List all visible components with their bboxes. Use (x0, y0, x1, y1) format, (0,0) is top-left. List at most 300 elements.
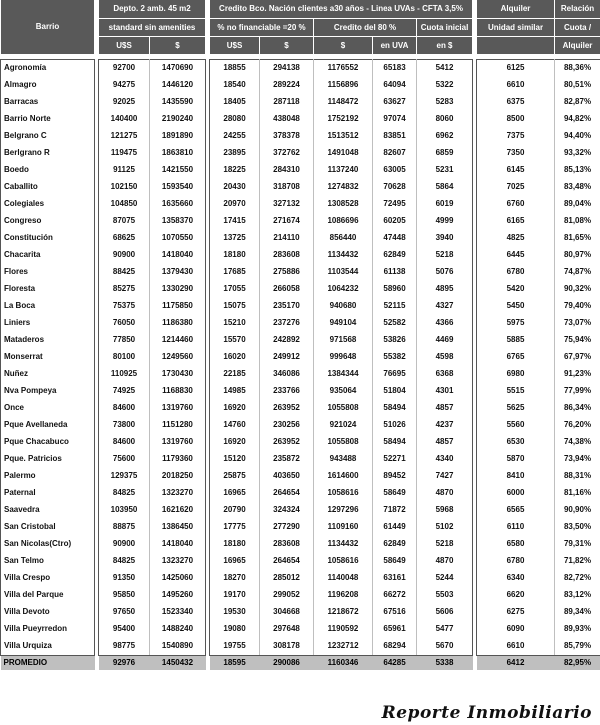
value-cell: 299052 (260, 587, 314, 604)
value-cell: 4870 (417, 485, 473, 502)
barrio-cell: Pque Avellaneda (1, 417, 95, 434)
value-cell: 1319760 (150, 400, 206, 417)
table-row (1, 417, 600, 434)
value-cell: 6125 (477, 59, 555, 77)
value-cell: 308178 (260, 638, 314, 656)
value-cell: 61138 (373, 264, 417, 281)
table-row (1, 502, 600, 519)
value-cell: 1086696 (314, 213, 373, 230)
value-cell: 1070550 (150, 230, 206, 247)
value-cell: 89,34% (555, 604, 600, 621)
table-row (1, 485, 600, 502)
value-cell: 1330290 (150, 281, 206, 298)
value-cell: 18855 (210, 59, 260, 77)
header-depto-sub: standard sin amenities (99, 19, 206, 37)
value-cell: 2018250 (150, 468, 206, 485)
value-cell: 28080 (210, 111, 260, 128)
value-cell: 58494 (373, 434, 417, 451)
value-cell: 1523340 (150, 604, 206, 621)
table-row (1, 519, 600, 536)
value-cell: 1151280 (150, 417, 206, 434)
value-cell: 4825 (477, 230, 555, 247)
value-cell: 1386450 (150, 519, 206, 536)
value-cell: 81,16% (555, 485, 600, 502)
value-cell: 237276 (260, 315, 314, 332)
brand-logo: Reporte Inmobiliario (381, 703, 592, 723)
header-relacion-sub2: Alquiler (555, 37, 600, 55)
value-cell: 58960 (373, 281, 417, 298)
value-cell: 95850 (99, 587, 150, 604)
value-cell: 51026 (373, 417, 417, 434)
barrio-cell: Berlgrano R (1, 145, 95, 162)
table-row (1, 196, 600, 213)
value-cell: 79,40% (555, 298, 600, 315)
value-cell: 5283 (417, 94, 473, 111)
value-cell: 88,36% (555, 59, 600, 77)
value-cell: 1418040 (150, 247, 206, 264)
barrio-cell: La Boca (1, 298, 95, 315)
value-cell: 935064 (314, 383, 373, 400)
value-cell: 4327 (417, 298, 473, 315)
value-cell: 8500 (477, 111, 555, 128)
value-cell: 73800 (99, 417, 150, 434)
header-usd-1: U$S (99, 37, 150, 55)
value-cell: 75375 (99, 298, 150, 315)
value-cell: 4999 (417, 213, 473, 230)
value-cell: 1148472 (314, 94, 373, 111)
value-cell: 1137240 (314, 162, 373, 179)
value-cell: 1058616 (314, 553, 373, 570)
value-cell: 82,72% (555, 570, 600, 587)
value-cell: 76050 (99, 315, 150, 332)
barrio-cell: Villa Urquiza (1, 638, 95, 656)
barrio-cell: Chacarita (1, 247, 95, 264)
value-cell: 214110 (260, 230, 314, 247)
table-row (1, 298, 600, 315)
barrio-cell: Paternal (1, 485, 95, 502)
value-cell: 5412 (417, 59, 473, 77)
barrio-cell: Villa del Parque (1, 587, 95, 604)
value-cell: 66272 (373, 587, 417, 604)
value-cell: 47448 (373, 230, 417, 247)
value-cell: 6620 (477, 587, 555, 604)
value-cell: 52271 (373, 451, 417, 468)
value-cell: 266058 (260, 281, 314, 298)
value-cell: 18405 (210, 94, 260, 111)
table-row (1, 553, 600, 570)
value-cell: 97074 (373, 111, 417, 128)
header-credito-80: Credito del 80 % (314, 19, 417, 37)
value-cell: 5503 (417, 587, 473, 604)
value-cell: 1218672 (314, 604, 373, 621)
value-cell: 1425060 (150, 570, 206, 587)
value-cell: 5606 (417, 604, 473, 621)
value-cell: 1319760 (150, 434, 206, 451)
barrio-cell: San Telmo (1, 553, 95, 570)
value-cell: 15570 (210, 332, 260, 349)
value-cell: 94,40% (555, 128, 600, 145)
value-cell: 89,04% (555, 196, 600, 213)
table-row (1, 536, 600, 553)
value-cell: 103950 (99, 502, 150, 519)
value-cell: 1730430 (150, 366, 206, 383)
value-cell: 318708 (260, 179, 314, 196)
table-row (1, 468, 600, 485)
value-cell: 16920 (210, 400, 260, 417)
barrio-cell: Congreso (1, 213, 95, 230)
barrio-cell: Caballito (1, 179, 95, 196)
value-cell: 263952 (260, 400, 314, 417)
value-cell: 80100 (99, 349, 150, 366)
value-cell: 1176552 (314, 59, 373, 77)
value-cell: 4340 (417, 451, 473, 468)
promedio-row (1, 655, 600, 670)
value-cell: 7427 (417, 468, 473, 485)
value-cell: 6445 (477, 247, 555, 264)
value-cell: 235872 (260, 451, 314, 468)
value-cell: 102150 (99, 179, 150, 196)
value-cell: 62849 (373, 536, 417, 553)
table-row (1, 59, 600, 77)
value-cell: 82,87% (555, 94, 600, 111)
value-cell: 52582 (373, 315, 417, 332)
value-cell: 6145 (477, 162, 555, 179)
value-cell: 76,20% (555, 417, 600, 434)
value-cell: 971568 (314, 332, 373, 349)
value-cell: 89452 (373, 468, 417, 485)
value-cell: 8060 (417, 111, 473, 128)
value-cell: 289224 (260, 77, 314, 94)
value-cell: 67,97% (555, 349, 600, 366)
value-cell: 6859 (417, 145, 473, 162)
value-cell: 1190592 (314, 621, 373, 638)
value-cell: 6368 (417, 366, 473, 383)
barrio-cell: Liniers (1, 315, 95, 332)
value-cell: 90,90% (555, 502, 600, 519)
value-cell: 6980 (477, 366, 555, 383)
value-cell: 91,23% (555, 366, 600, 383)
value-cell: 5885 (477, 332, 555, 349)
value-cell: 82,95% (555, 655, 600, 670)
value-cell: 4301 (417, 383, 473, 400)
header-ars-1: $ (150, 37, 206, 55)
barrio-cell: Nuñez (1, 366, 95, 383)
value-cell: 77,99% (555, 383, 600, 400)
value-cell: 1323270 (150, 553, 206, 570)
value-cell: 19530 (210, 604, 260, 621)
value-cell: 85,13% (555, 162, 600, 179)
value-cell: 283608 (260, 247, 314, 264)
value-cell: 230256 (260, 417, 314, 434)
value-cell: 90,32% (555, 281, 600, 298)
value-cell: 13725 (210, 230, 260, 247)
value-cell: 53826 (373, 332, 417, 349)
value-cell: 88425 (99, 264, 150, 281)
value-cell: 6760 (477, 196, 555, 213)
value-cell: 15120 (210, 451, 260, 468)
value-cell: 6110 (477, 519, 555, 536)
value-cell: 5338 (417, 655, 473, 670)
value-cell: 324324 (260, 502, 314, 519)
value-cell: 1214460 (150, 332, 206, 349)
table-row (1, 400, 600, 417)
table-row (1, 570, 600, 587)
barrio-cell: Constitución (1, 230, 95, 247)
value-cell: 71,82% (555, 553, 600, 570)
table-body (1, 59, 600, 670)
value-cell: 58494 (373, 400, 417, 417)
value-cell: 75,94% (555, 332, 600, 349)
value-cell: 60205 (373, 213, 417, 230)
value-cell: 6610 (477, 638, 555, 656)
value-cell: 58649 (373, 485, 417, 502)
value-cell: 249912 (260, 349, 314, 366)
value-cell: 85275 (99, 281, 150, 298)
header-ars-3: $ (314, 37, 373, 55)
barrio-cell: Monserrat (1, 349, 95, 366)
barrio-cell: PROMEDIO (1, 655, 95, 670)
barrio-cell: Villa Devoto (1, 604, 95, 621)
value-cell: 6610 (477, 77, 555, 94)
value-cell: 64285 (373, 655, 417, 670)
value-cell: 22185 (210, 366, 260, 383)
value-cell: 18595 (210, 655, 260, 670)
value-cell: 1064232 (314, 281, 373, 298)
header-relacion: Relación (555, 0, 600, 19)
table-row (1, 366, 600, 383)
value-cell: 1540890 (150, 638, 206, 656)
value-cell: 1055808 (314, 400, 373, 417)
value-cell: 51804 (373, 383, 417, 400)
value-cell: 4857 (417, 400, 473, 417)
value-cell: 5515 (477, 383, 555, 400)
value-cell: 283608 (260, 536, 314, 553)
value-cell: 1421550 (150, 162, 206, 179)
value-cell: 1249560 (150, 349, 206, 366)
value-cell: 856440 (314, 230, 373, 247)
value-cell: 297648 (260, 621, 314, 638)
barrio-cell: Barracas (1, 94, 95, 111)
value-cell: 7025 (477, 179, 555, 196)
table-row (1, 145, 600, 162)
table-row (1, 247, 600, 264)
value-cell: 23895 (210, 145, 260, 162)
value-cell: 82607 (373, 145, 417, 162)
value-cell: 92025 (99, 94, 150, 111)
value-cell: 64094 (373, 77, 417, 94)
value-cell: 943488 (314, 451, 373, 468)
value-cell: 16920 (210, 434, 260, 451)
value-cell: 264654 (260, 553, 314, 570)
value-cell: 999648 (314, 349, 373, 366)
header-depto: Depto. 2 amb. 45 m2 (99, 0, 206, 19)
value-cell: 6565 (477, 502, 555, 519)
value-cell: 5477 (417, 621, 473, 638)
table-row (1, 213, 600, 230)
barrio-cell: Almagro (1, 77, 95, 94)
value-cell: 6780 (477, 553, 555, 570)
barrio-cell: Saavedra (1, 502, 95, 519)
value-cell: 19170 (210, 587, 260, 604)
table-header (1, 0, 600, 59)
table-row (1, 451, 600, 468)
value-cell: 5244 (417, 570, 473, 587)
value-cell: 233766 (260, 383, 314, 400)
value-cell: 949104 (314, 315, 373, 332)
value-cell: 80,51% (555, 77, 600, 94)
header-barrio: Barrio (1, 0, 95, 54)
value-cell: 121275 (99, 128, 150, 145)
value-cell: 63161 (373, 570, 417, 587)
value-cell: 6530 (477, 434, 555, 451)
barrio-cell: Boedo (1, 162, 95, 179)
value-cell: 5218 (417, 247, 473, 264)
value-cell: 62849 (373, 247, 417, 264)
value-cell: 92976 (99, 655, 150, 670)
value-cell: 1614600 (314, 468, 373, 485)
value-cell: 84600 (99, 434, 150, 451)
table-row (1, 230, 600, 247)
value-cell: 1323270 (150, 485, 206, 502)
value-cell: 4895 (417, 281, 473, 298)
barrio-cell: Villa Crespo (1, 570, 95, 587)
table-row (1, 264, 600, 281)
value-cell: 1446120 (150, 77, 206, 94)
value-cell: 294138 (260, 59, 314, 77)
value-cell: 4366 (417, 315, 473, 332)
value-cell: 6340 (477, 570, 555, 587)
barrio-cell: Floresta (1, 281, 95, 298)
barrio-cell: Palermo (1, 468, 95, 485)
value-cell: 5218 (417, 536, 473, 553)
value-cell: 1308528 (314, 196, 373, 213)
table-row (1, 638, 600, 656)
value-cell: 89,93% (555, 621, 600, 638)
header-en-ars: en $ (417, 37, 473, 55)
barrio-cell: Once (1, 400, 95, 417)
value-cell: 94,82% (555, 111, 600, 128)
value-cell: 7375 (477, 128, 555, 145)
value-cell: 19080 (210, 621, 260, 638)
table-row (1, 281, 600, 298)
table-row (1, 179, 600, 196)
value-cell: 275886 (260, 264, 314, 281)
value-cell: 5870 (477, 451, 555, 468)
value-cell: 5322 (417, 77, 473, 94)
value-cell: 327132 (260, 196, 314, 213)
value-cell: 84600 (99, 400, 150, 417)
value-cell: 1232712 (314, 638, 373, 656)
value-cell: 68625 (99, 230, 150, 247)
value-cell: 1156896 (314, 77, 373, 94)
value-cell: 90900 (99, 247, 150, 264)
value-cell: 438048 (260, 111, 314, 128)
barrio-cell: Barrio Norte (1, 111, 95, 128)
value-cell: 290086 (260, 655, 314, 670)
table-row (1, 77, 600, 94)
value-cell: 1418040 (150, 536, 206, 553)
value-cell: 1196208 (314, 587, 373, 604)
value-cell: 74925 (99, 383, 150, 400)
value-cell: 63005 (373, 162, 417, 179)
header-alquiler-sub: Unidad similar (477, 19, 555, 37)
value-cell: 1274832 (314, 179, 373, 196)
table-row (1, 587, 600, 604)
value-cell: 90900 (99, 536, 150, 553)
value-cell: 81,65% (555, 230, 600, 247)
value-cell: 71872 (373, 502, 417, 519)
value-cell: 1621620 (150, 502, 206, 519)
value-cell: 1058616 (314, 485, 373, 502)
value-cell: 58649 (373, 553, 417, 570)
value-cell: 1186380 (150, 315, 206, 332)
value-cell: 6765 (477, 349, 555, 366)
value-cell: 4237 (417, 417, 473, 434)
header-usd-2: U$S (210, 37, 260, 55)
value-cell: 1179360 (150, 451, 206, 468)
barrio-cell: San Cristobal (1, 519, 95, 536)
value-cell: 5670 (417, 638, 473, 656)
barrio-cell: Pque. Patricios (1, 451, 95, 468)
value-cell: 15210 (210, 315, 260, 332)
value-cell: 67516 (373, 604, 417, 621)
value-cell: 5102 (417, 519, 473, 536)
header-ars-2: $ (260, 37, 314, 55)
value-cell: 94275 (99, 77, 150, 94)
table-row (1, 604, 600, 621)
value-cell: 1635660 (150, 196, 206, 213)
value-cell: 17415 (210, 213, 260, 230)
value-cell: 15075 (210, 298, 260, 315)
value-cell: 98775 (99, 638, 150, 656)
header-relacion-sub: Cuota / (555, 19, 600, 37)
value-cell: 91350 (99, 570, 150, 587)
value-cell: 1379430 (150, 264, 206, 281)
value-cell: 17055 (210, 281, 260, 298)
value-cell: 74,87% (555, 264, 600, 281)
value-cell: 18270 (210, 570, 260, 587)
value-cell: 75600 (99, 451, 150, 468)
value-cell: 17775 (210, 519, 260, 536)
value-cell: 1134432 (314, 536, 373, 553)
value-cell: 76695 (373, 366, 417, 383)
barrio-cell: Mataderos (1, 332, 95, 349)
value-cell: 1513512 (314, 128, 373, 145)
value-cell: 65183 (373, 59, 417, 77)
value-cell: 19755 (210, 638, 260, 656)
value-cell: 5975 (477, 315, 555, 332)
value-cell: 24255 (210, 128, 260, 145)
value-cell: 72495 (373, 196, 417, 213)
value-cell: 81,08% (555, 213, 600, 230)
value-cell: 83,48% (555, 179, 600, 196)
value-cell: 16020 (210, 349, 260, 366)
value-cell: 6580 (477, 536, 555, 553)
table-row (1, 621, 600, 638)
value-cell: 5231 (417, 162, 473, 179)
value-cell: 20430 (210, 179, 260, 196)
value-cell: 140400 (99, 111, 150, 128)
value-cell: 4598 (417, 349, 473, 366)
value-cell: 304668 (260, 604, 314, 621)
value-cell: 20790 (210, 502, 260, 519)
value-cell: 242892 (260, 332, 314, 349)
value-cell: 95400 (99, 621, 150, 638)
value-cell: 1752192 (314, 111, 373, 128)
value-cell: 55382 (373, 349, 417, 366)
value-cell: 83,50% (555, 519, 600, 536)
value-cell: 18180 (210, 536, 260, 553)
